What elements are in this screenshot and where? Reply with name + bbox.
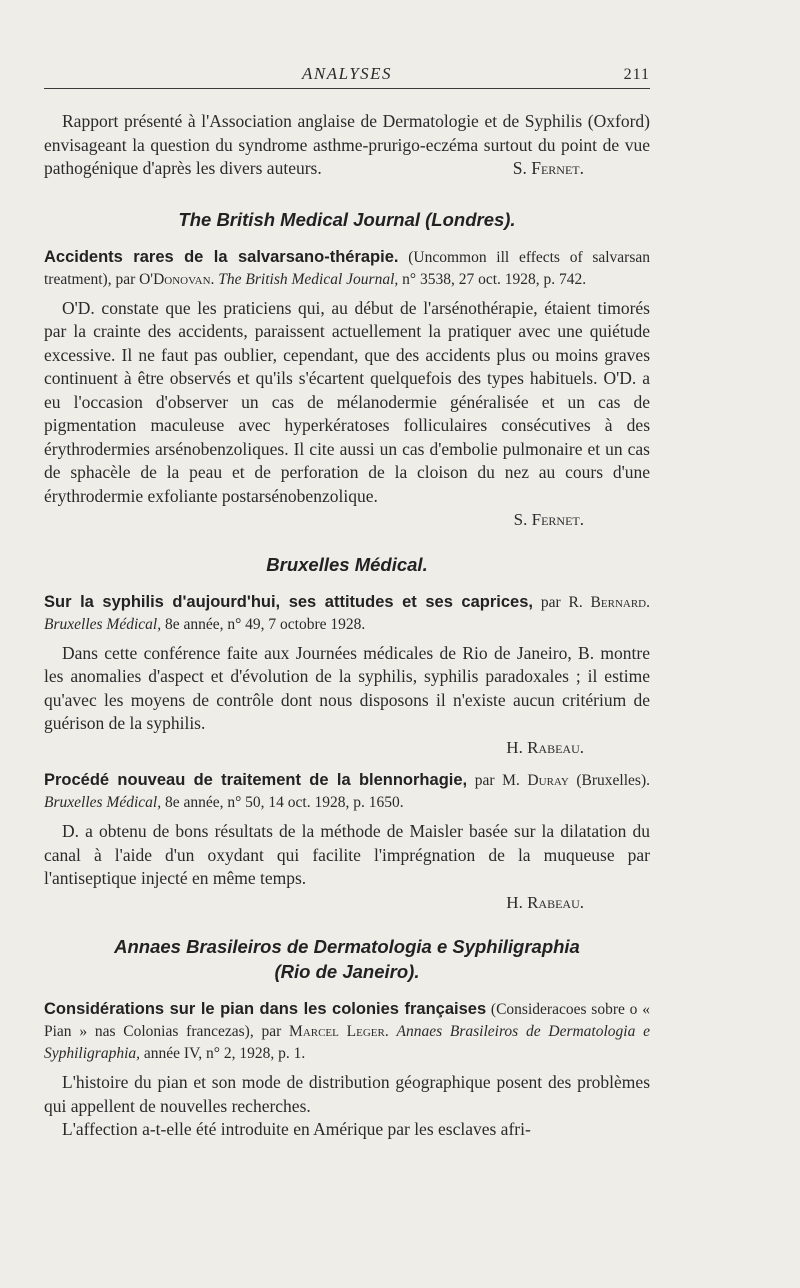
journal-name: The British Medical Journal, [218, 270, 399, 288]
signature-fernet: S. Fernet. [513, 510, 584, 529]
page-content [44, 110, 650, 1142]
article-reference-syphilis [44, 591, 650, 636]
article-reference-salvarsan [44, 246, 650, 291]
signature-rabeau: H. Rabeau. [506, 737, 584, 757]
article-title-syphilis: Sur la syphilis d'aujourd'hui, ses attitudes et ses caprices, [44, 592, 533, 611]
signature-rabeau: H. Rabeau. [506, 892, 584, 912]
reference-text: (Consideracoes sobre o « Pian » nas Colonias francezas), par [44, 1001, 650, 1040]
reference-details: année IV, n° 2, 1928, p. 1. [140, 1045, 306, 1062]
author-name: M. Duray [502, 772, 569, 789]
page-header [44, 64, 650, 89]
article-body-pian-1: L'histoire du pian et son mode de distribution géographique posent des problèmes qui appellent de nouvelles recherches. [44, 1072, 650, 1116]
article-title-pian: Considérations sur le pian dans les colonies françaises [44, 1000, 487, 1018]
reference-details: 8e année, n° 49, 7 octobre 1928. [161, 615, 366, 633]
author-name: R. Bernard [568, 593, 647, 611]
reference-separator: . [384, 1023, 397, 1040]
article-title-salvarsan: Accidents rares de la salvarsano-thérapie. [44, 247, 399, 266]
article-reference-blennorhagie [44, 769, 650, 814]
journal-title-annaes-brasileiros [44, 934, 650, 984]
intro-paragraph [44, 110, 650, 181]
reference-details: 8e année, n° 50, 14 oct. 1928, p. 1650. [161, 794, 404, 811]
author-name: Marcel Leger [289, 1023, 385, 1040]
article-body-salvarsan: O'D. constate que les praticiens qui, au début de l'arsénothérapie, étaient timorés par la crainte des accidents, paraissent actuellement la pratiquer avec une quiétude excessive. Il ne faut pas oublier, cependant, que des accidents plus ou moins graves continuent à être observés et qu'ils s'écartent quelquefois des types habituels. O'D. a eu l'occasion d'observer un cas de mélanodermie généralisée et un cas de pigmentation maculeuse avec hyperkératoses folliculaires consécutives à des érythrodermies arsénobenzoliques. Il cite aussi un cas d'embolie pulmonaire et un cas de sphacèle de la peau et de perforation de la cloison du nez au cours d'une érythrodermie exfoliante postarsénobenzolique. [44, 297, 650, 506]
journal-title-bruxelles-medical: Bruxelles Médical. [266, 553, 428, 575]
article-body-syphilis: Dans cette conférence faite aux Journées médicales de Rio de Janeiro, B. montre les anomalies d'aspect et d'évolution de la syphilis, syphilis paradoxales ; il estime qu'avec les moyens de contrôle dont nous disposons il n'existe aucun critérium de guérison de la syphilis. [44, 642, 650, 733]
reference-separator: (Bruxelles). [568, 772, 650, 789]
author-name: O'Donovan [139, 270, 211, 288]
reference-details: n° 3538, 27 oct. 1928, p. 742. [398, 270, 587, 288]
reference-text: par [467, 772, 503, 789]
reference-text: par [532, 593, 569, 611]
reference-separator: . [210, 270, 219, 288]
page-number: 211 [623, 66, 650, 83]
reference-separator: . [646, 593, 650, 611]
reference-text: (Uncommon ill effects of salvarsan treatment), par [44, 248, 650, 288]
article-body-pian-2: L'affection a-t-elle été introduite en Amérique par les esclaves afri- [62, 1119, 531, 1139]
article-body-blennorhagie: D. a obtenu de bons résultats de la méthode de Maisler basée sur la dilatation du canal à l'aide d'un oxydant qui facilite l'imprégnation de la muqueuse par l'antiseptique injecté en même temps. [44, 821, 650, 888]
article-title-blennorhagie: Procédé nouveau de traitement de la blennorhagie, [44, 771, 468, 789]
journal-title-line2: (Rio de Janeiro). [274, 961, 420, 982]
intro-text: Rapport présenté à l'Association anglaise de Dermatologie et de Syphilis (Oxford) envisageant la question du syndrome asthme-prurigo-eczéma surtout du point de vue pathogénique d'après les divers auteurs. [44, 111, 650, 178]
journal-name: Bruxelles Médical, [44, 615, 162, 633]
journal-title-british-medical-journal: The British Medical Journal (Londres). [178, 208, 516, 230]
article-reference-pian [44, 998, 650, 1065]
journal-name: Bruxelles Médical, [44, 794, 162, 811]
journal-title-line1: Annaes Brasileiros de Dermatologia e Syphiligraphia [114, 936, 580, 957]
running-title: ANALYSES [301, 64, 393, 83]
intro-signature: S. Fernet. [512, 158, 584, 178]
journal-name: Annaes Brasileiros de Dermatologia e Syphiligraphia, [44, 1023, 650, 1062]
